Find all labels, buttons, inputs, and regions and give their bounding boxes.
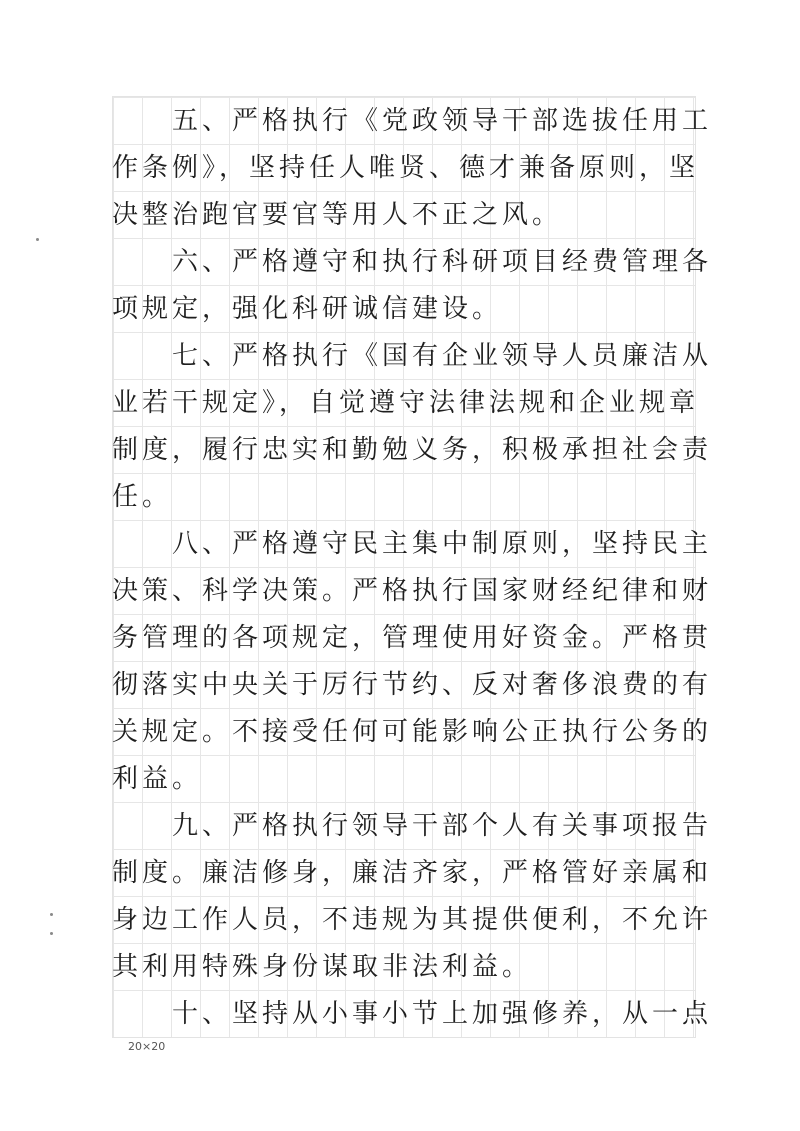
text-line: 五、严格执行《党政领导干部选拔任用工 [112, 106, 713, 136]
text-line: 制度，履行忠实和勤勉义务，积极承担社会责 [112, 435, 713, 465]
text-line: 其利用特殊身份谋取非法利益。 [112, 952, 533, 982]
text-line: 任。 [112, 482, 173, 512]
text-line: 决策、科学决策。严格执行国家财经纪律和财 [112, 576, 713, 606]
text-line: 十、坚持从小事小节上加强修养，从一点 [112, 999, 713, 1029]
text-line: 八、严格遵守民主集中制原则，坚持民主 [112, 529, 713, 559]
text-line: 六、严格遵守和执行科研项目经费管理各 [112, 247, 713, 277]
text-line: 务管理的各项规定，管理使用好资金。严格贯 [112, 623, 713, 653]
scan-speck [50, 932, 53, 935]
handwritten-text [112, 98, 713, 1038]
text-line: 利益。 [112, 764, 203, 794]
text-line: 七、严格执行《国有企业领导人员廉洁从 [112, 341, 713, 371]
grid-size-label: 20×20 [128, 1040, 166, 1053]
text-line: 项规定，强化科研诚信建设。 [112, 294, 503, 324]
text-line: 身边工作人员，不违规为其提供便利，不允许 [112, 905, 713, 935]
scan-speck [36, 238, 39, 241]
text-line: 关规定。不接受任何可能影响公正执行公务的 [112, 717, 713, 747]
text-line: 作条例》，坚持任人唯贤、德才兼备原则，坚 [112, 153, 700, 183]
scan-speck [50, 913, 53, 916]
text-line: 决整治跑官要官等用人不正之风。 [112, 200, 563, 230]
text-line: 彻落实中央关于厉行节约、反对奢侈浪费的有 [112, 670, 713, 700]
text-line: 业若干规定》，自觉遵守法律法规和企业规章 [112, 388, 700, 418]
text-line: 制度。廉洁修身，廉洁齐家，严格管好亲属和 [112, 858, 713, 888]
text-line: 九、严格执行领导干部个人有关事项报告 [112, 811, 713, 841]
